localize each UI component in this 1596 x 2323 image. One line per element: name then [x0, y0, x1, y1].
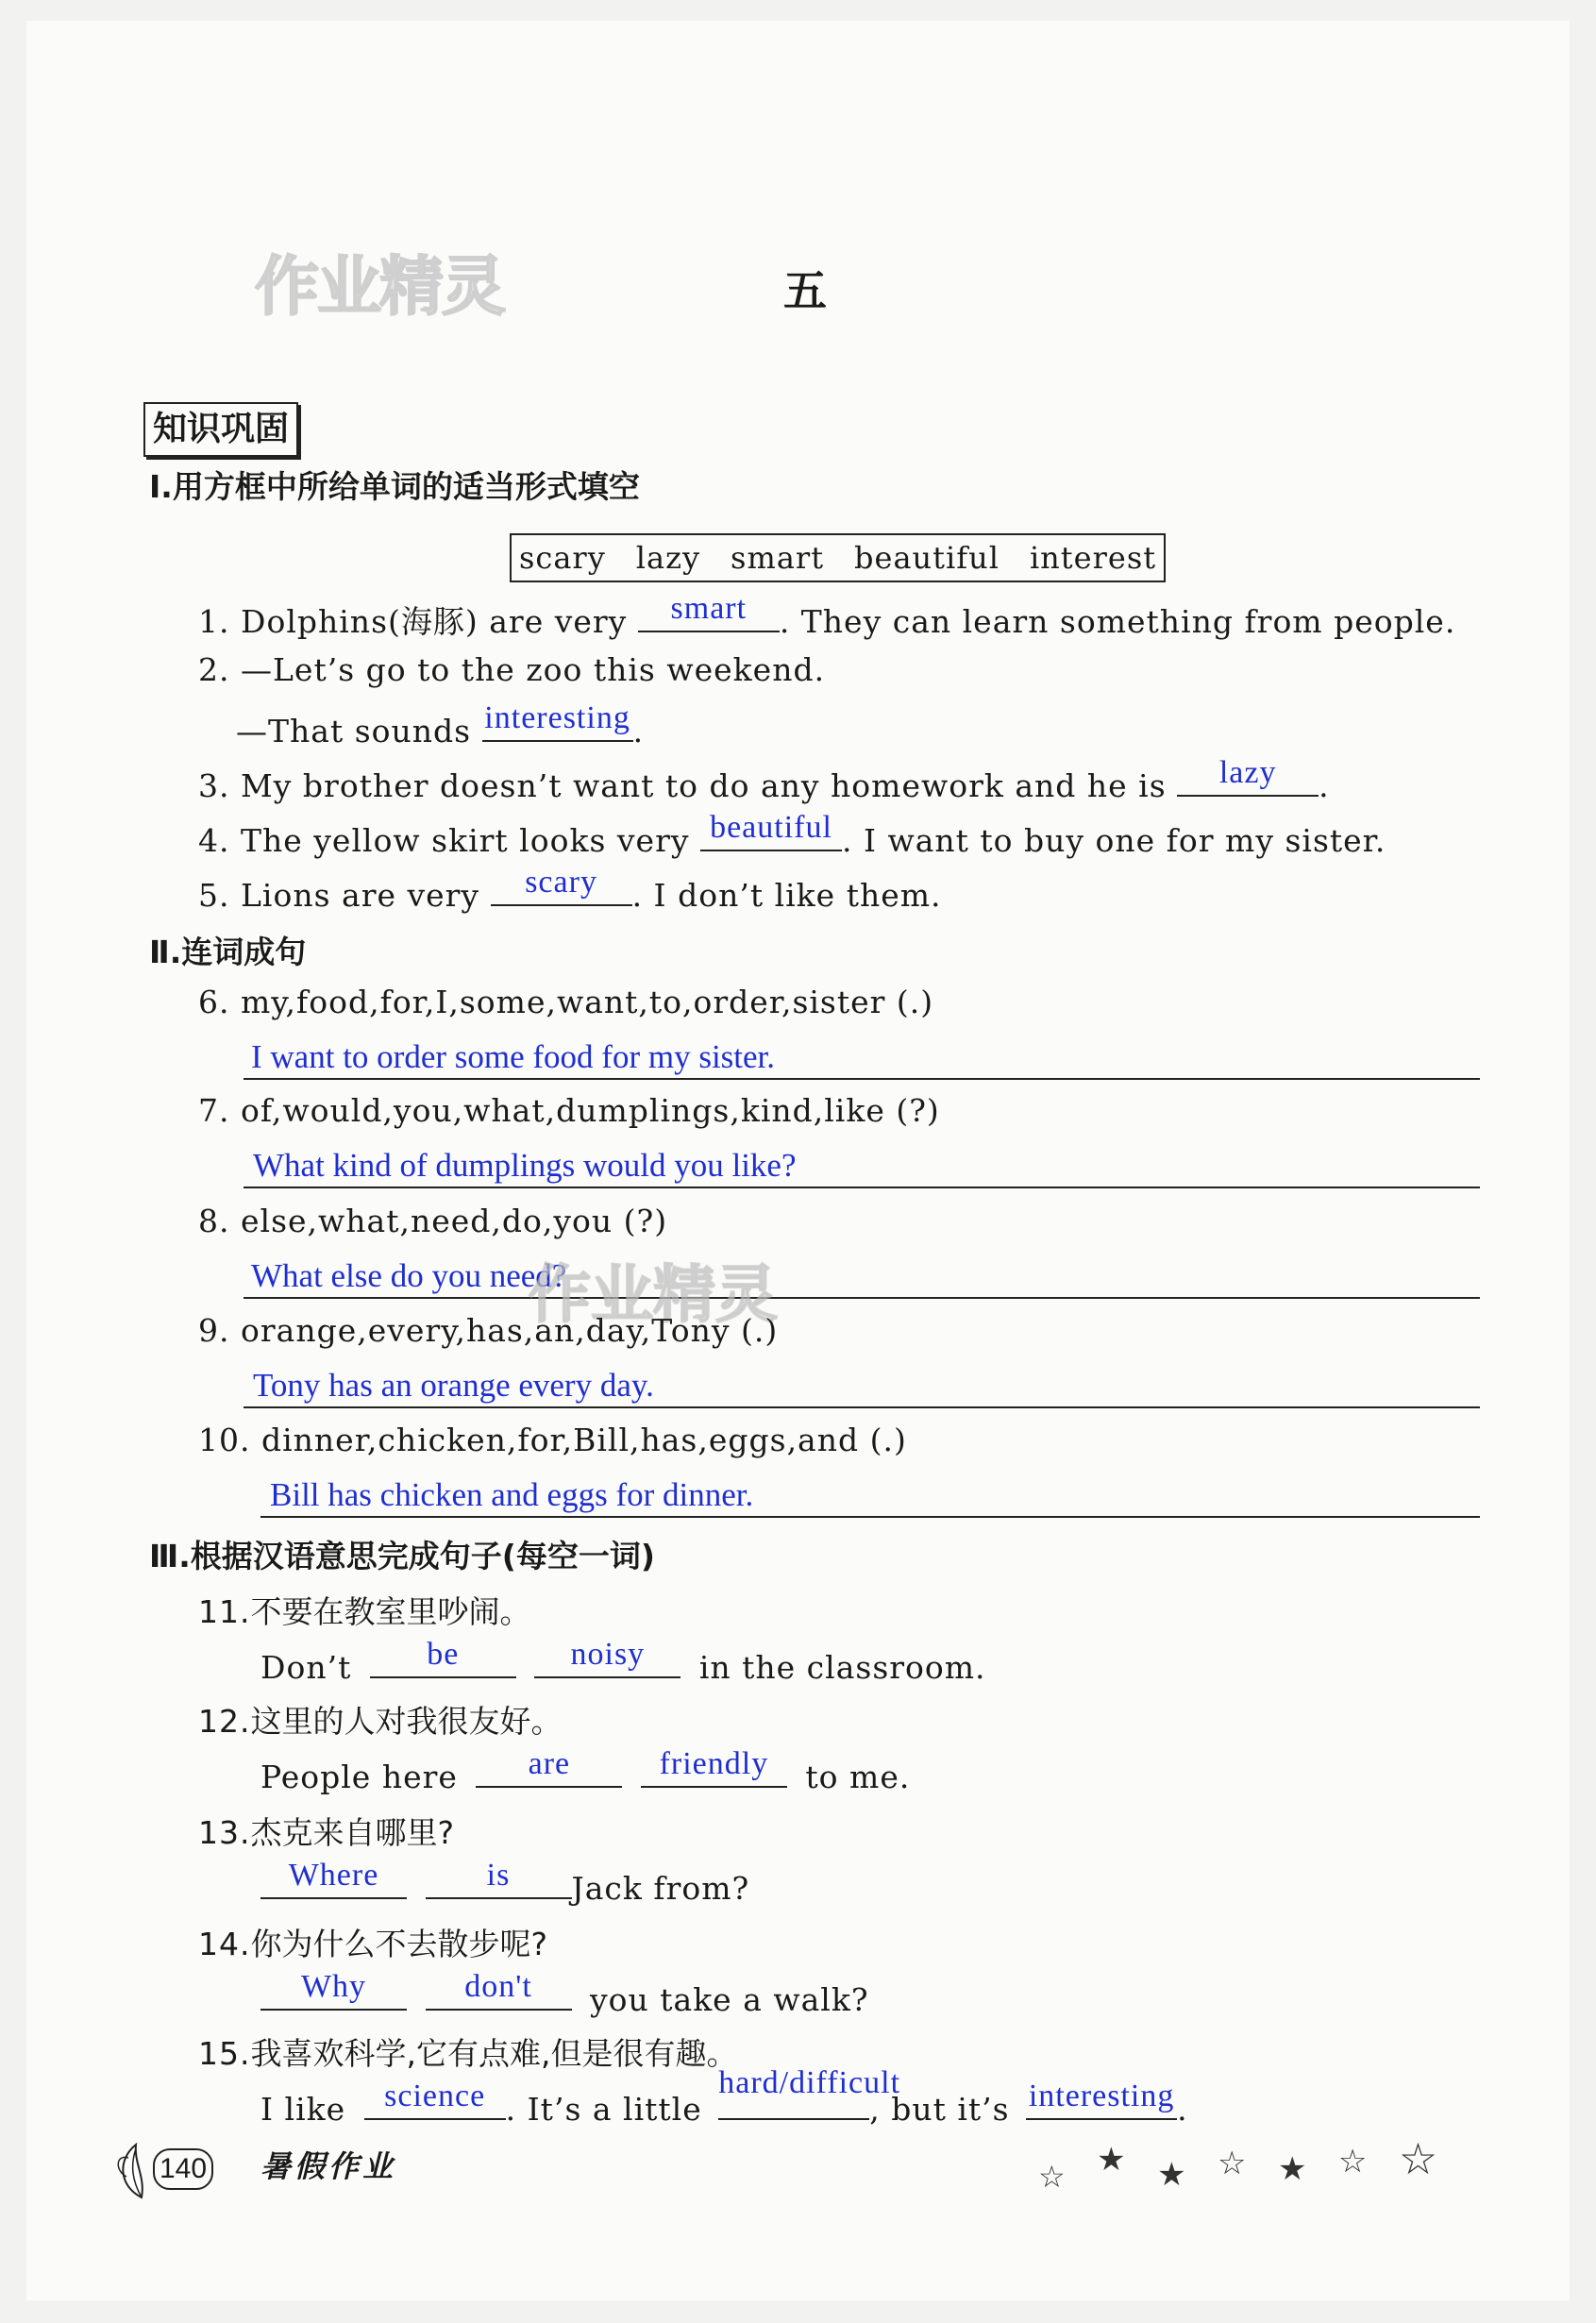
question-text: .: [1177, 2091, 1188, 2128]
question-text: Lions are very: [241, 877, 480, 914]
section-label: 知识巩固: [143, 402, 298, 457]
answer-text: don't: [464, 1969, 532, 2004]
answer-blank[interactable]: [491, 865, 632, 906]
answer-text: smart: [670, 591, 748, 626]
question-14-chinese: [198, 1920, 547, 1964]
question-12-chinese: [198, 1697, 562, 1742]
question-text: . I want to buy one for my sister.: [841, 822, 1386, 859]
answer-line[interactable]: [244, 1145, 1480, 1188]
answer-line[interactable]: [244, 1255, 1480, 1299]
answer-blank[interactable]: [638, 591, 780, 632]
word-bank-item: lazy: [635, 540, 701, 576]
question-6: [198, 984, 933, 1020]
question-8: [198, 1203, 667, 1239]
question-11: [260, 1637, 986, 1686]
question-text: Jack from?: [571, 1870, 750, 1907]
word-bank-item: scary: [519, 540, 606, 576]
star-icon: ☆: [1337, 2143, 1368, 2180]
question-text: , but it’s: [869, 2091, 1010, 2128]
question-text: .: [1319, 767, 1330, 804]
question-number: 12.: [198, 1703, 251, 1740]
footer-title: 暑假作业: [260, 2148, 397, 2184]
question-number: 3.: [198, 767, 230, 804]
answer-blank[interactable]: [700, 810, 842, 851]
answer-text: hard/difficult: [718, 2065, 901, 2100]
watermark: 作业精灵: [255, 250, 505, 325]
answer-blank[interactable]: [534, 1637, 680, 1678]
question-13: [260, 1858, 750, 1907]
star-icon: ☆: [1038, 2159, 1066, 2195]
answer-text: beautiful: [710, 810, 832, 845]
star-icon: ☆: [1398, 2133, 1438, 2184]
question-11-chinese: [198, 1588, 530, 1632]
question-2b: [236, 700, 645, 749]
question-number: 1.: [198, 603, 230, 640]
question-text: . I don’t like them.: [631, 877, 942, 914]
star-icon: ★: [1157, 2156, 1186, 2194]
question-13-chinese: [198, 1809, 454, 1853]
question-words: dinner,chicken,for,Bill,has,eggs,and (.): [260, 1422, 907, 1458]
question-7: [198, 1092, 940, 1129]
question-1: [198, 591, 1456, 642]
answer-line[interactable]: [244, 1365, 1480, 1408]
answer-text: Bill has chicken and eggs for dinner.: [270, 1476, 754, 1513]
star-icon: ☆: [1218, 2145, 1247, 2182]
part2-heading: Ⅱ.连词成句: [149, 934, 307, 970]
question-number: 6.: [198, 984, 230, 1020]
word-bank-item: smart: [731, 540, 825, 576]
answer-blank[interactable]: [260, 1858, 407, 1899]
question-chinese: 杰克来自哪里?: [250, 1814, 454, 1851]
unit-title: 五: [783, 265, 827, 316]
question-text: Dolphins(海豚) are very: [241, 603, 628, 640]
question-15: [260, 2065, 1188, 2128]
part3-heading: Ⅲ.根据汉语意思完成句子(每空一词): [149, 1538, 655, 1574]
question-5: [198, 865, 942, 914]
question-number: 2.: [198, 651, 230, 688]
answer-blank[interactable]: [426, 1969, 572, 2011]
star-icon: ★: [1277, 2150, 1307, 2188]
answer-text: What kind of dumplings would you like?: [253, 1147, 797, 1184]
answer-blank[interactable]: [364, 2079, 506, 2120]
question-words: my,food,for,I,some,want,to,order,sister (.): [241, 984, 934, 1020]
answer-blank[interactable]: [482, 700, 633, 742]
question-text: People here: [260, 1759, 458, 1795]
answer-blank[interactable]: [476, 1746, 622, 1788]
answer-text: is: [486, 1858, 511, 1893]
answer-line[interactable]: [244, 1036, 1480, 1080]
answer-text: be: [427, 1637, 460, 1672]
word-bank-item: beautiful: [854, 540, 1000, 576]
watermark: 作业精灵: [529, 1258, 778, 1331]
question-9: [198, 1312, 778, 1349]
question-text: . It’s a little: [505, 2091, 702, 2128]
answer-blank[interactable]: [426, 1858, 572, 1899]
question-words: of,would,you,what,dumplings,kind,like (?): [241, 1092, 940, 1129]
answer-text: Tony has an orange every day.: [253, 1367, 654, 1404]
answer-text: Why: [300, 1969, 367, 2004]
question-text: The yellow skirt looks very: [241, 822, 690, 859]
question-12: [260, 1746, 911, 1795]
answer-text: noisy: [570, 1637, 646, 1672]
answer-text: friendly: [659, 1746, 769, 1781]
answer-text: interesting: [1028, 2079, 1175, 2113]
question-text: .: [632, 713, 645, 749]
question-chinese: 我喜欢科学,它有点难,但是很有趣。: [250, 2035, 738, 2072]
answer-blank[interactable]: [1177, 755, 1319, 797]
word-bank: [510, 533, 1166, 582]
answer-blank[interactable]: [260, 1969, 407, 2011]
star-decoration: [1038, 2133, 1458, 2195]
question-text: My brother doesn’t want to do any homework and he is: [241, 767, 1167, 804]
question-3: [198, 755, 1330, 804]
question-number: 13.: [198, 1814, 251, 1851]
question-chinese: 这里的人对我很友好。: [250, 1703, 563, 1740]
question-chinese: 你为什么不去散步呢?: [250, 1926, 547, 1962]
question-number: 4.: [198, 822, 230, 859]
answer-blank[interactable]: [370, 1637, 516, 1678]
question-text: —Let’s go to the zoo this weekend.: [241, 651, 826, 688]
question-14: [260, 1969, 869, 2018]
question-number: 9.: [198, 1312, 230, 1349]
question-chinese: 不要在教室里吵闹。: [250, 1593, 531, 1630]
question-number: 5.: [198, 877, 230, 914]
question-number: 11.: [198, 1593, 251, 1630]
page-number-badge: [113, 2135, 217, 2196]
question-text: Don’t: [260, 1649, 352, 1686]
answer-text: scary: [525, 865, 597, 900]
answer-text: Where: [288, 1858, 379, 1893]
answer-blank[interactable]: [1026, 2079, 1177, 2120]
question-text: you take a walk?: [590, 1981, 869, 2018]
part1-heading: Ⅰ.用方框中所给单词的适当形式填空: [149, 468, 640, 505]
answer-text: lazy: [1218, 755, 1277, 790]
answer-line[interactable]: [260, 1474, 1480, 1518]
question-text: I like: [260, 2091, 346, 2128]
question-number: 15.: [198, 2035, 251, 2072]
answer-text: What else do you need?: [251, 1257, 567, 1294]
question-4: [198, 810, 1386, 859]
question-number: 14.: [198, 1926, 251, 1962]
answer-blank[interactable]: [641, 1746, 787, 1788]
answer-text: science: [384, 2079, 486, 2113]
question-number: 7.: [198, 1092, 230, 1129]
question-text: in the classroom.: [698, 1649, 986, 1686]
question-words: orange,every,has,an,day,Tony (.): [241, 1312, 779, 1349]
question-text: to me.: [805, 1759, 911, 1795]
question-text: —That sounds: [236, 713, 472, 749]
page-number: 140: [153, 2148, 213, 2190]
question-2a: [198, 651, 825, 688]
question-10: [198, 1422, 907, 1458]
answer-text: are: [528, 1746, 571, 1781]
word-bank-item: interest: [1029, 540, 1157, 576]
answer-blank[interactable]: [718, 2065, 901, 2120]
question-15-chinese: [198, 2029, 737, 2074]
question-words: else,what,need,do,you (?): [241, 1203, 668, 1239]
answer-text: interesting: [484, 700, 630, 735]
question-number: 8.: [198, 1203, 230, 1239]
answer-text: I want to order some food for my sister.: [251, 1038, 776, 1075]
star-icon: ★: [1097, 2141, 1126, 2179]
question-number: 10.: [198, 1422, 251, 1458]
question-text: . They can learn something from people.: [779, 603, 1456, 640]
